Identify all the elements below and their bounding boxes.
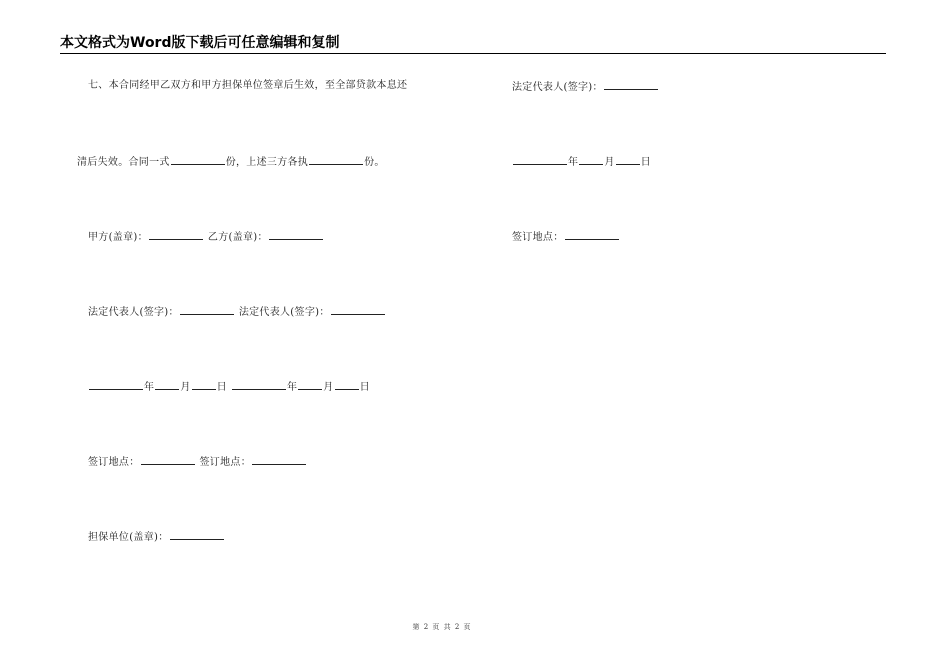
clause-7-line-2 <box>77 154 385 170</box>
signing-place-line <box>88 454 307 470</box>
party-a-seal-label: 甲方(盖章)： <box>88 232 148 243</box>
guarantor-year-label: 年 <box>568 157 579 168</box>
party-b-month-label: 月 <box>323 382 334 393</box>
guarantor-legal-rep-blank[interactable] <box>604 79 658 90</box>
guarantor-line <box>88 529 225 545</box>
guarantor-legal-rep-line <box>512 79 659 95</box>
copies-each-blank[interactable] <box>309 154 363 165</box>
party-a-legal-rep-blank[interactable] <box>180 304 234 315</box>
guarantor-seal-blank[interactable] <box>170 529 224 540</box>
guarantor-day-blank[interactable] <box>616 154 640 165</box>
guarantor-date-line <box>512 154 651 170</box>
party-a-signing-place-blank[interactable] <box>141 454 195 465</box>
party-b-year-blank[interactable] <box>232 379 286 390</box>
party-a-day-label: 日 <box>216 382 227 393</box>
clause-7-text-2a: 清后失效。合同一式 <box>77 157 170 168</box>
party-b-signing-place-blank[interactable] <box>252 454 306 465</box>
party-seal-line <box>88 229 324 245</box>
guarantor-month-label: 月 <box>604 157 615 168</box>
copies-total-blank[interactable] <box>171 154 225 165</box>
party-a-month-label: 月 <box>180 382 191 393</box>
party-b-day-label: 日 <box>359 382 370 393</box>
clause-7-text-2b: 份，上述三方各执 <box>225 157 309 168</box>
party-b-year-label: 年 <box>286 382 298 393</box>
party-b-month-blank[interactable] <box>298 379 322 390</box>
party-b-seal-label: 乙方(盖章)： <box>207 232 268 243</box>
party-a-year-label: 年 <box>144 382 155 393</box>
legal-rep-line <box>88 304 386 320</box>
party-a-legal-rep-label: 法定代表人(签字)： <box>88 307 179 318</box>
party-b-legal-rep-label: 法定代表人(签字)： <box>238 307 330 318</box>
clause-7-text-2c: 份。 <box>364 157 385 168</box>
date-line <box>88 379 370 395</box>
party-a-signing-place-label: 签订地点： <box>88 457 140 468</box>
guarantor-legal-rep-label: 法定代表人(签字)： <box>512 82 603 93</box>
guarantor-signing-place-line <box>512 229 620 245</box>
party-b-day-blank[interactable] <box>335 379 359 390</box>
guarantor-signing-place-label: 签订地点： <box>512 232 564 243</box>
clause-7-text-1: 七、本合同经甲乙双方和甲方担保单位签章后生效，至全部贷款本息还 <box>88 80 408 91</box>
guarantor-year-blank[interactable] <box>513 154 567 165</box>
guarantor-seal-label: 担保单位(盖章)： <box>88 532 169 543</box>
guarantor-signing-place-blank[interactable] <box>565 229 619 240</box>
party-a-year-blank[interactable] <box>89 379 143 390</box>
page-footer: 第 2 页 共 2 页 <box>412 623 472 631</box>
party-b-signing-place-label: 签订地点： <box>199 457 251 468</box>
guarantor-month-blank[interactable] <box>579 154 603 165</box>
page-header: 本文格式为Word版下载后可任意编辑和复制 <box>60 34 886 54</box>
party-a-day-blank[interactable] <box>192 379 216 390</box>
clause-7-line-1 <box>88 79 407 93</box>
party-a-seal-blank[interactable] <box>149 229 203 240</box>
party-a-month-blank[interactable] <box>155 379 179 390</box>
party-b-legal-rep-blank[interactable] <box>331 304 385 315</box>
party-b-seal-blank[interactable] <box>269 229 323 240</box>
guarantor-day-label: 日 <box>640 157 651 168</box>
